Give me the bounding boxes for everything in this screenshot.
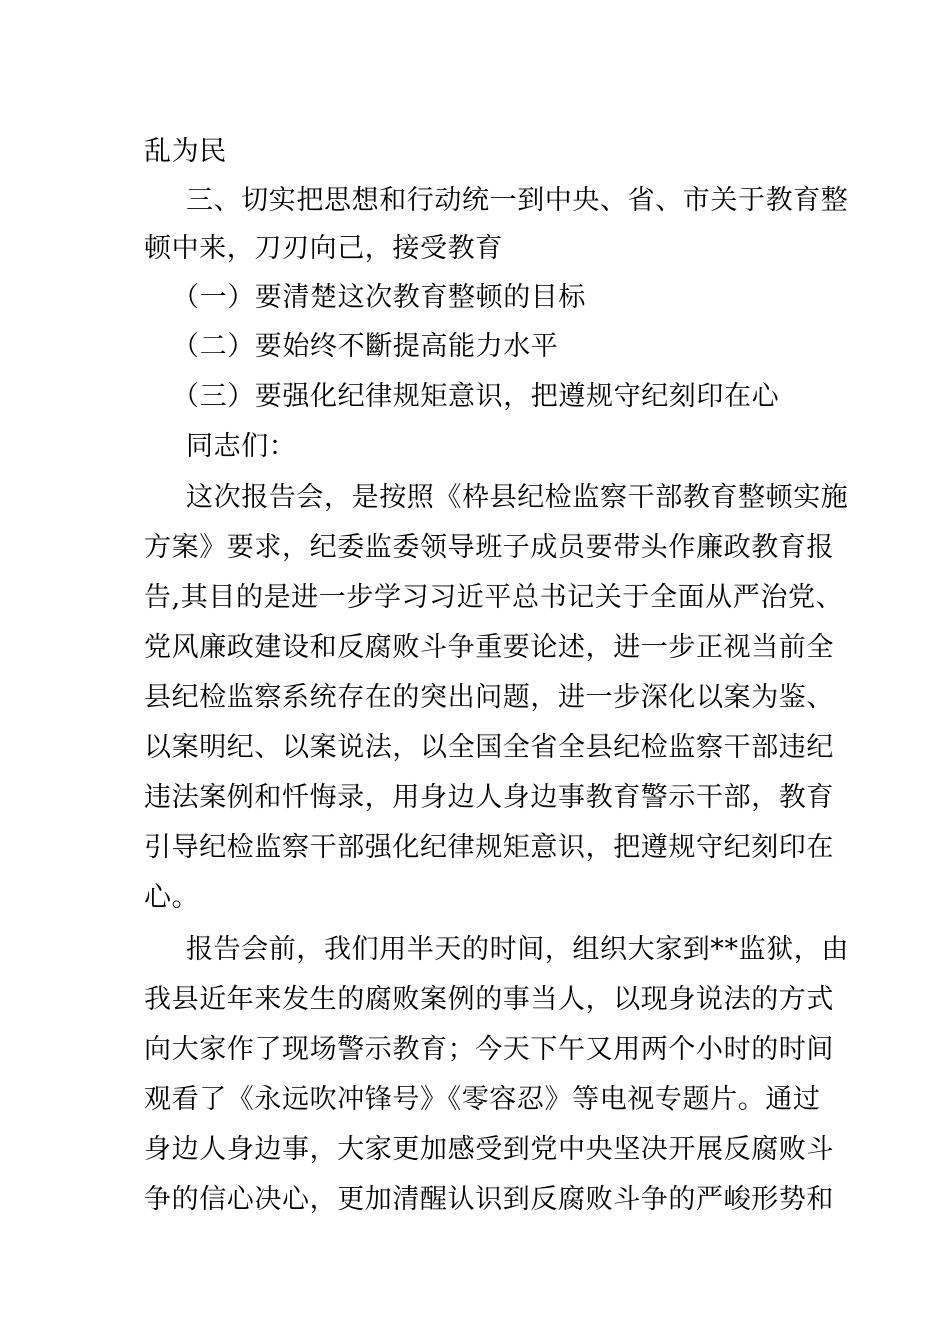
salutation: 同志们： [186,431,297,462]
paragraph-1-line-2: 方案》要求，纪委监委领导班子成员要带头作廉政教育报 [144,532,834,563]
text-line-1: 乱为民 [144,136,227,167]
paragraph-2-line-6: 争的信心决心，更加清醒认识到反腐败斗争的严峻形势和 [144,1184,834,1215]
paragraph-1-line-9: 心。 [144,882,200,913]
paragraph-1-line-6: 以案明纪、以案说法，以全国全省全县纪检监察干部违纪 [144,732,834,763]
paragraph-2-line-3: 向大家作了现场警示教育；今天下午又用两个小时的时间 [144,1034,834,1065]
section-heading-3-continued: 顿中来，刀刃向己，接受教育 [144,233,503,264]
subheading-2: （二）要始终不斷提高能力水平 [172,331,559,362]
subheading-3: （三）要强化纪律规矩意识，把遵规守纪刻印在心 [172,381,780,412]
paragraph-1-line-5: 县纪检监察系统存在的突出问题，进一步深化以案为鉴、 [144,682,834,713]
paragraph-2-line-4: 观看了《永远吹冲锋号》《零容忍》等电视专题片。通过 [144,1084,821,1115]
paragraph-1-line-8: 引导纪检监察干部强化纪律规矩意识，把遵规守纪刻印在 [144,832,834,863]
paragraph-1-line-4: 党风廉政建设和反腐败斗争重要论述，进一步正视当前全 [144,632,834,663]
paragraph-2-line-2: 我县近年来发生的腐败案例的事当人，以现身说法的方式 [144,984,834,1015]
paragraph-1-line-7: 违法案例和忏悔录，用身边人身边事教育警示干部，教育 [144,782,834,813]
paragraph-1-line-1: 这次报告会，是按照《枠县纪检监察干部教育整顿实施 [186,482,849,513]
paragraph-1-line-3: 告,其目的是进一步学习习近平总书记关于全面从严治党、 [144,582,844,613]
paragraph-2-line-1: 报告会前，我们用半天的时间，组织大家到**监狱，由 [186,934,849,965]
paragraph-2-line-5: 身边人身边事，大家更加感受到党中央坚决开展反腐败斗 [144,1134,834,1165]
subheading-1: （一）要清楚这次教育整顿的目标 [172,282,586,313]
section-heading-3: 三、切实把思想和行动统一到中央、省、市关于教育整 [186,185,849,216]
